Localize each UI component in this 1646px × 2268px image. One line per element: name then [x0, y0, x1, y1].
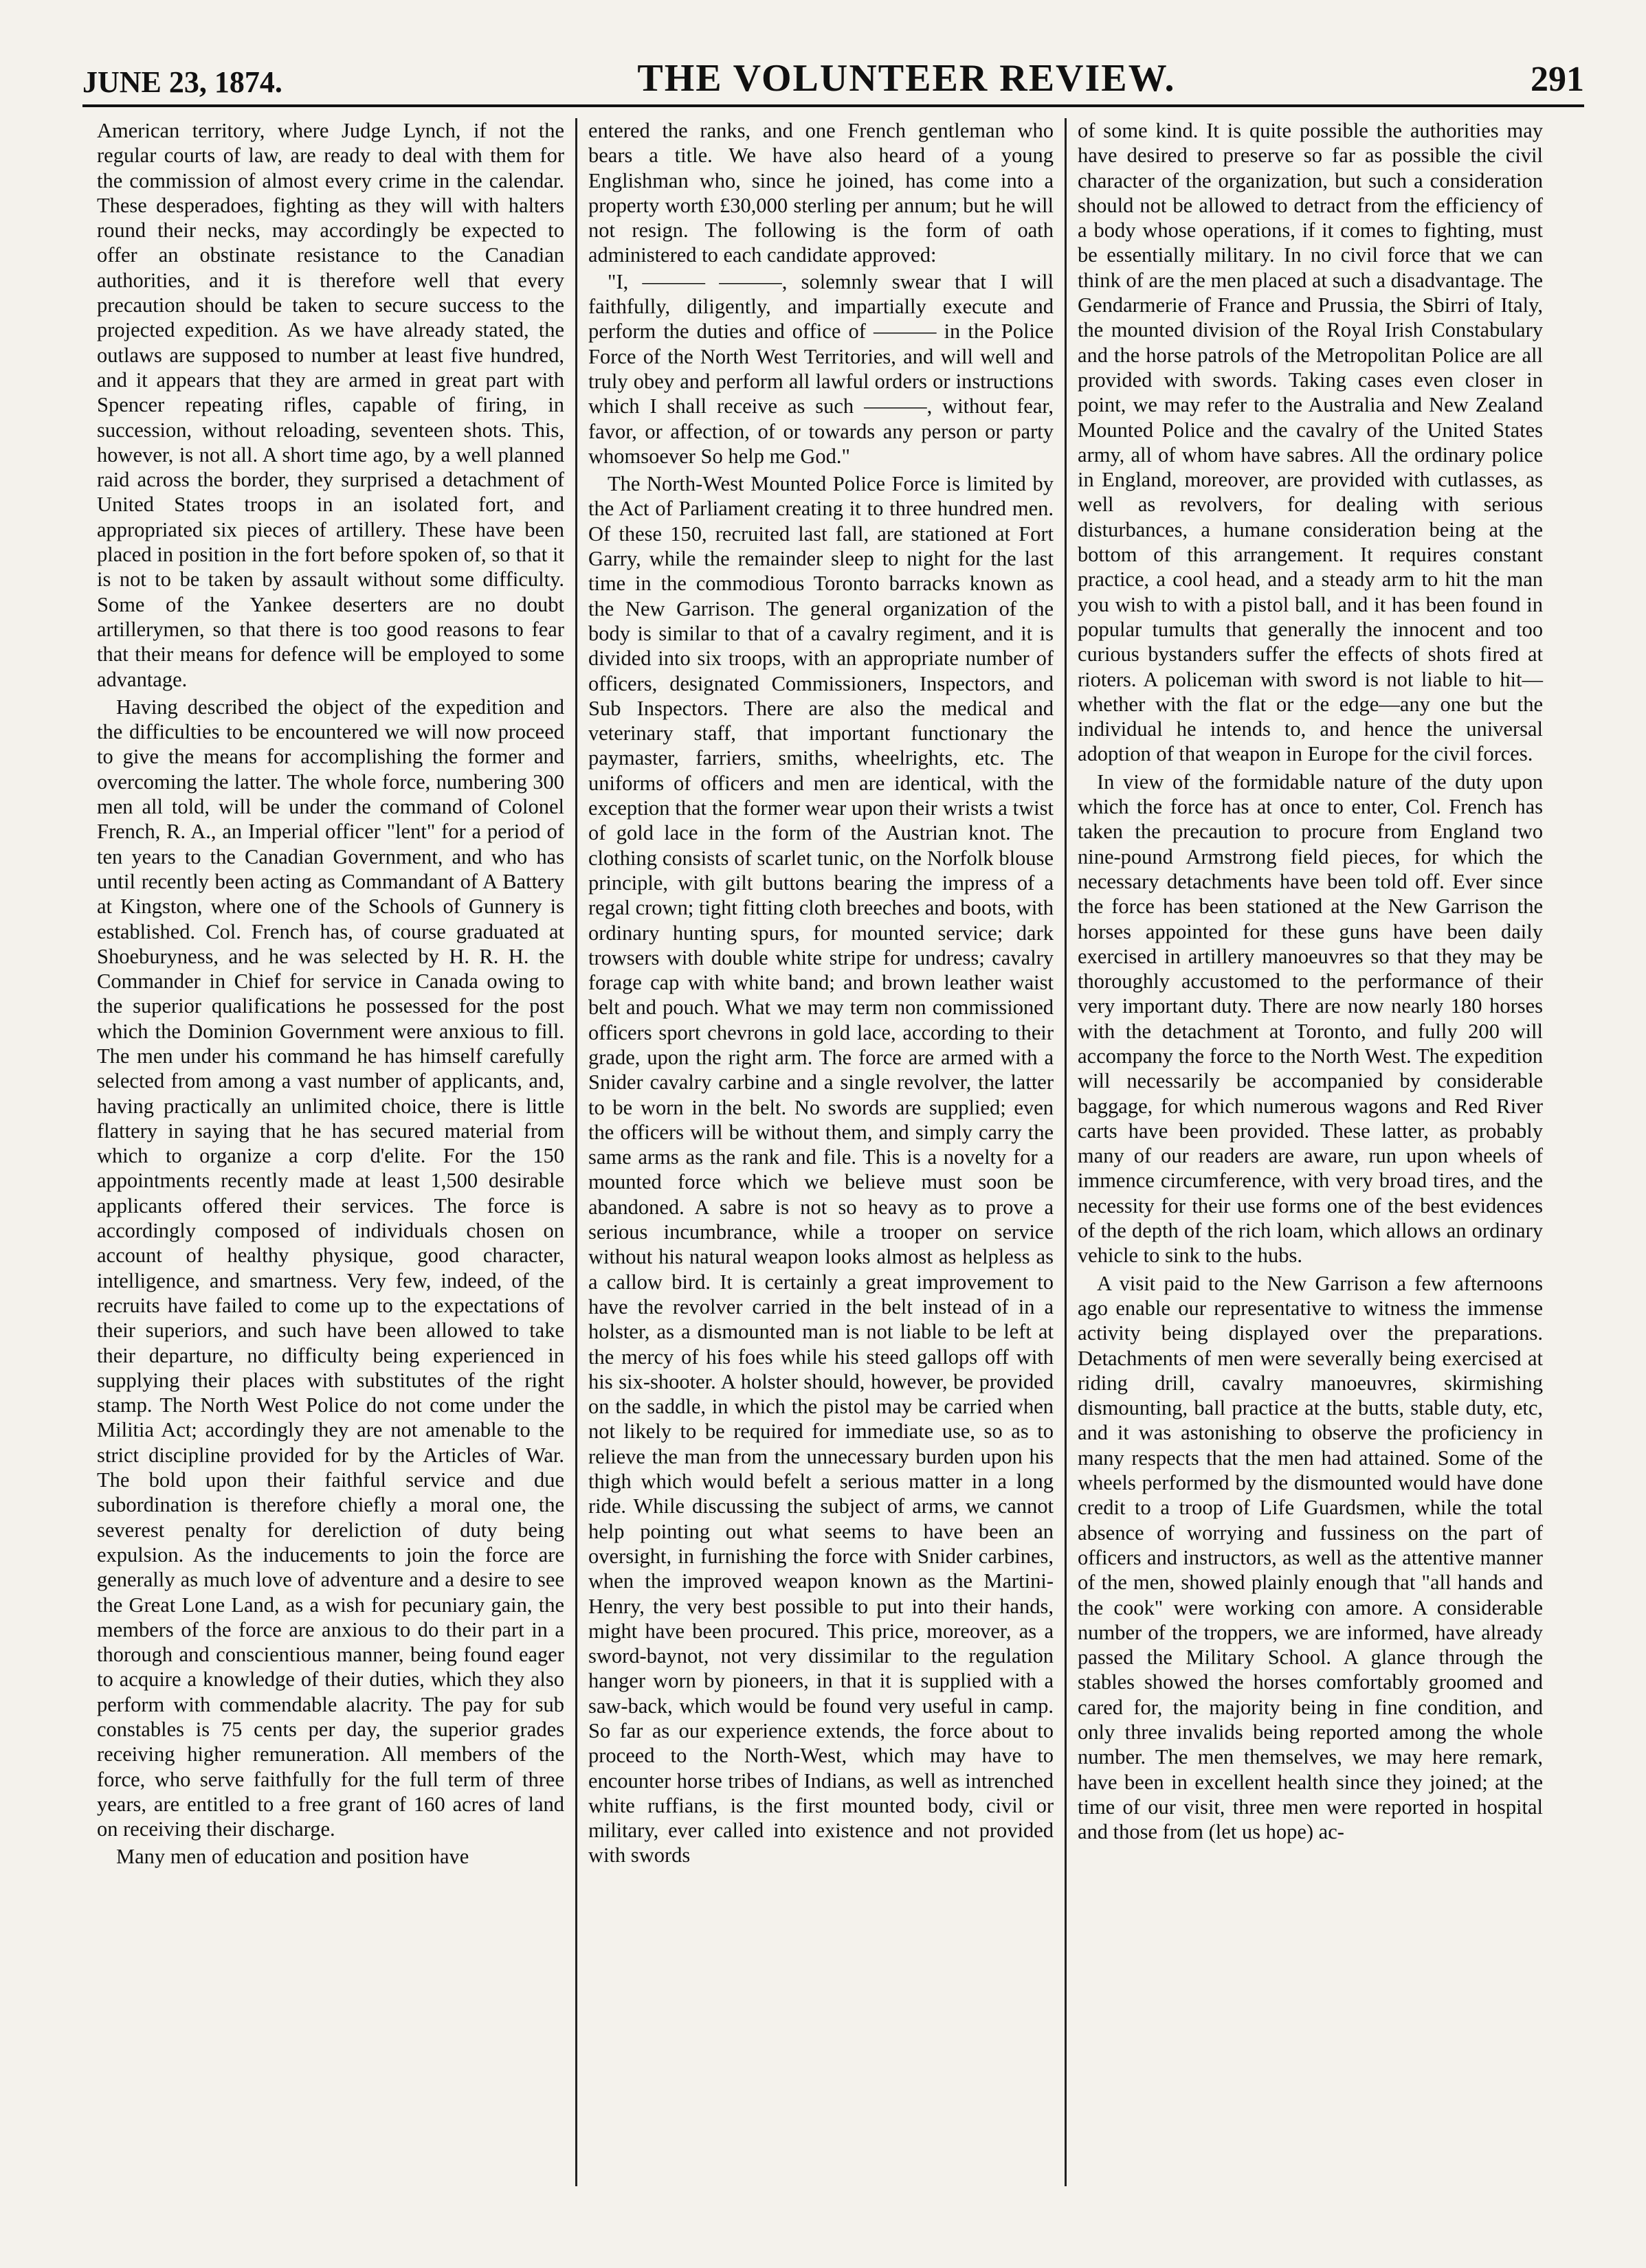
- paragraph: Having described the object of the expedition and the difficulties to be encountered we will now proceed to give the means for accomplishing the former and overcoming the latter. The whole force, numbering 300 men all told, will be under the command of Colonel French, R. A., an Imperial officer "lent" for a period of ten years to the Canadian Government, and who has until recently been acting as Commandant of A Battery at Kingston, where one of the Schools of Gunnery is established. Col. French has, of course graduated at Shoeburyness, and he was selected by H. R. H. the Commander in Chief for service in Canada owing to the superior qualifications he possessed for the post which the Dominion Government were anxious to fill. The men under his command he has himself carefully selected from among a vast number of applicants, and, having practically an unlimited choice, there is little flattery in saying that he has secured material from which to organize a corp d'elite. For the 150 appointments recently made at least 1,500 desirable applicants offered their services. The force is accordingly composed of individuals chosen on account of healthy physique, good character, intelligence, and smartness. Very few, indeed, of the recruits have failed to come up to the expectations of their superiors, and such have been allowed to take their departure, no difficulty being experienced in supplying their places with substitutes of the right stamp. The North West Police do not come under the Militia Act; accordingly they are not amenable to the strict discipline provided for by the Articles of War. The bold upon their faithful service and due subordination is therefore chiefly a moral one, the severest penalty for dereliction of duty being expulsion. As the inducements to join the force are generally as much love of adventure and a desire to see the Great Lone Land, as a wish for pecuniary gain, the members of the force are anxious to do their part in a thorough and conscientious manner, being found eager to acquire a knowledge of their duties, which they also perform with commendable alacrity. The pay for sub constables is 75 cents per day, the superior grades receiving higher remuneration. All members of the force, who serve faithfully for the full term of three years, are entitled to a free grant of 160 acres of land on receiving their discharge.: [97, 695, 564, 1841]
- column-2: [575, 118, 1065, 2186]
- paragraph: A visit paid to the New Garrison a few afternoons ago enable our representative to witness the immense activity being displayed over the preparations. Detachments of men were severally being exercised at riding drill, cavalry manoeuvres, skirmishing dismounting, ball practice at the butts, stable duty, etc, and it was astonishing to observe the proficiency in many respects that the men had attained. Some of the wheels performed by the dismounted would have done credit to a troop of Life Guardsmen, while the total absence of worrying and fussiness on the part of officers and instructors, as well as the attentive manner of the men, showed plainly enough that "all hands and the cook" were working con amore. A considerable number of the troppers, we are informed, have already passed the Military School. A glance through the stables showed the horses comfortably groomed and cared for, the majority being in fine condition, and only three invalids being reported among the whole number. The men themselves, we may here remark, have been in excellent health since they joined; at the time of our visit, three men were reported in hospital and those from (let us hope) ac-: [1078, 1271, 1543, 1844]
- oath-quote: "I, ——— ———, solemnly swear that I will faithfully, diligently, and impartially execute and perform the duties and office of ——— in the Police Force of the North West Territories, and will well and truly obey and perform all lawful orders or instructions which I shall receive as such ———, without fear, favor, or affection, of or towards any person or party whomsoever So help me God.": [588, 269, 1054, 468]
- paragraph: In view of the formidable nature of the duty upon which the force has at once to enter, Col. French has taken the precaution to procure from England two nine-pound Armstrong field pieces, for which the necessary detachments have been told off. Ever since the force has been stationed at the New Garrison the horses appointed for these guns have been daily exercised in artillery manoeuvres so that they may be thoroughly accustomed to the performance of their very important duty. There are now nearly 180 horses with the detachment at Toronto, and fully 200 will accompany the force to the North West. The expedition will necessarily be accompanied by considerable baggage, for which numerous wagons and Red River carts have been provided. These latter, as probably many of our readers are aware, run upon wheels of immence circumference, with very broad tires, and the necessity for their use forms one of the best evidences of the depth of the rich loam, which allows an ordinary vehicle to sink to the hubs.: [1078, 770, 1543, 1268]
- paragraph: Many men of education and position have: [116, 1845, 469, 1869]
- paragraph: entered the ranks, and one French gentleman who bears a title. We have also heard of a young Englishman who, since he joined, has come into a property worth £30,000 sterling per annum; but he will not resign. The following is the form of oath administered to each candidate approved:: [588, 119, 1054, 267]
- paragraph: of some kind. It is quite possible the authorities may have desired to preserve so far as possible the civil character of the organization, but such a consideration should not be allowed to detract from the efficiency of a body whose operations, if it comes to fighting, must be essentially military. In no civil force that we can think of are the men placed at such a disadvantage. The Gendarmerie of France and Prussia, the Sbirri of Italy, the mounted division of the Royal Irish Constabulary and the horse patrols of the Metropolitan Police are all provided with swords. Taking cases even closer in point, we may refer to the Australia and New Zealand Mounted Police and the cavalry of the United States army, all of whom have sabres. All the ordinary police in England, moreover, are provided with cutlasses, as well as revolvers, for dealing with serious disturbances, a humane consideration being at the bottom of this arrangement. It requires constant practice, a cool head, and a steady arm to hit the man you wish to with a pistol ball, and it has been found in popular tumults that generally the innocent and too curious bystanders suffer the effects of shots fired at rioters. A policeman with sword is not liable to hit—whether with the flat or the edge—any one but the individual he intends to, and hence the universal adoption of that weapon in Europe for the civil forces.: [1078, 119, 1543, 766]
- page-header: [82, 56, 1584, 107]
- issue-date: JUNE 23, 1874.: [82, 65, 282, 99]
- paragraph: The North-West Mounted Police Force is limited by the Act of Parliament creating it to three hundred men. Of these 150, recruited last fall, are stationed at Fort Garry, while the remainder sleep to night for the last time in the commodious Toronto barracks known as the New Garrison. The general organization of the body is similar to that of a cavalry regiment, and it is divided into six troops, with an appropriate number of officers, designated Commissioners, Inspectors, and Sub Inspectors. There are also the medical and veterinary staff, that important functionary the paymaster, farriers, smiths, wheelrights, etc. The uniforms of officers and men are identical, with the exception that the former wear upon their wrists a twist of gold lace in the form of the Austrian knot. The clothing consists of scarlet tunic, on the Norfolk blouse principle, with gilt buttons bearing the impress of a regal crown; tight fitting cloth breeches and boots, with ordinary hunting spurs, for mounted service; dark trowsers with double white stripe for undress; cavalry forage cap with white band; and brown leather waist belt and pouch. What we may term non commissioned officers sport chevrons in gold lace, according to their grade, upon the right arm. The force are armed with a Snider cavalry carbine and a single revolver, the latter to be worn in the belt. No swords are supplied; even the officers will be without them, and simply carry the same arms as the rank and file. This is a novelty for a mounted force which we believe must soon be abandoned. A sabre is not so heavy as to prove a serious incumbrance, while a trooper on service without his natural weapon looks almost as helpless as a callow bird. It is certainly a great improvement to have the revolver carried in the belt instead of in a holster, as a dismounted man is not liable to be left at the mercy of his foes while his steed gallops off with his six-shooter. A holster should, however, be provided on the saddle, in which the pistol may be carried when not likely to be required for immediate use, so as to relieve the man from the unnecessary burden upon his thigh which would befelt a serious matter in a long ride. While discussing the subject of arms, we cannot help pointing out what seems to have been an oversight, in furnishing the force with Snider carbines, when the improved weapon known as the Martini-Henry, the very best possible to put into their hands, might have been procured. This price, moreover, as a sword-baynot, not very dissimilar to the regulation hanger worn by pioneers, in that it is supplied with a saw-back, which would be found very useful in camp. So far as our experience extends, the force about to proceed to the North-West, which may have to encounter horse tribes of Indians, as well as intrenched white ruffians, is the first mounted body, civil or military, ever called into existence and not provided with swords: [588, 472, 1054, 1867]
- publication-title: THE VOLUNTEER REVIEW.: [637, 57, 1176, 100]
- column-3: [1065, 118, 1554, 2186]
- paragraph: American territory, where Judge Lynch, if not the regular courts of law, are ready to deal with them for the commission of almost every crime in the calendar. These desperadoes, fighting as they will with halters round their necks, may accordingly be expected to offer an obstinate resistance to the Canadian authorities, and it is therefore well that every precaution should be taken to secure success to the projected expedition. As we have already stated, the outlaws are supposed to number at least five hundred, and it appears that they are armed in great part with Spencer repeating rifles, capable of firing, in succession, without reloading, seventeen shots. This, however, is not all. A short time ago, by a well planned raid across the border, they surprised a detachment of United States troops in an isolated fort, and appropriated six pieces of artillery. These have been placed in position in the fort before spoken of, so that it is not to be taken by assault without some difficulty. Some of the Yankee deserters are no doubt artillerymen, so that there is too good reasons to fear that their means for defence will be employed to some advantage.: [97, 119, 564, 691]
- article-columns: [86, 118, 1584, 2186]
- page-number: 291: [1530, 60, 1584, 99]
- column-1: [86, 118, 575, 2186]
